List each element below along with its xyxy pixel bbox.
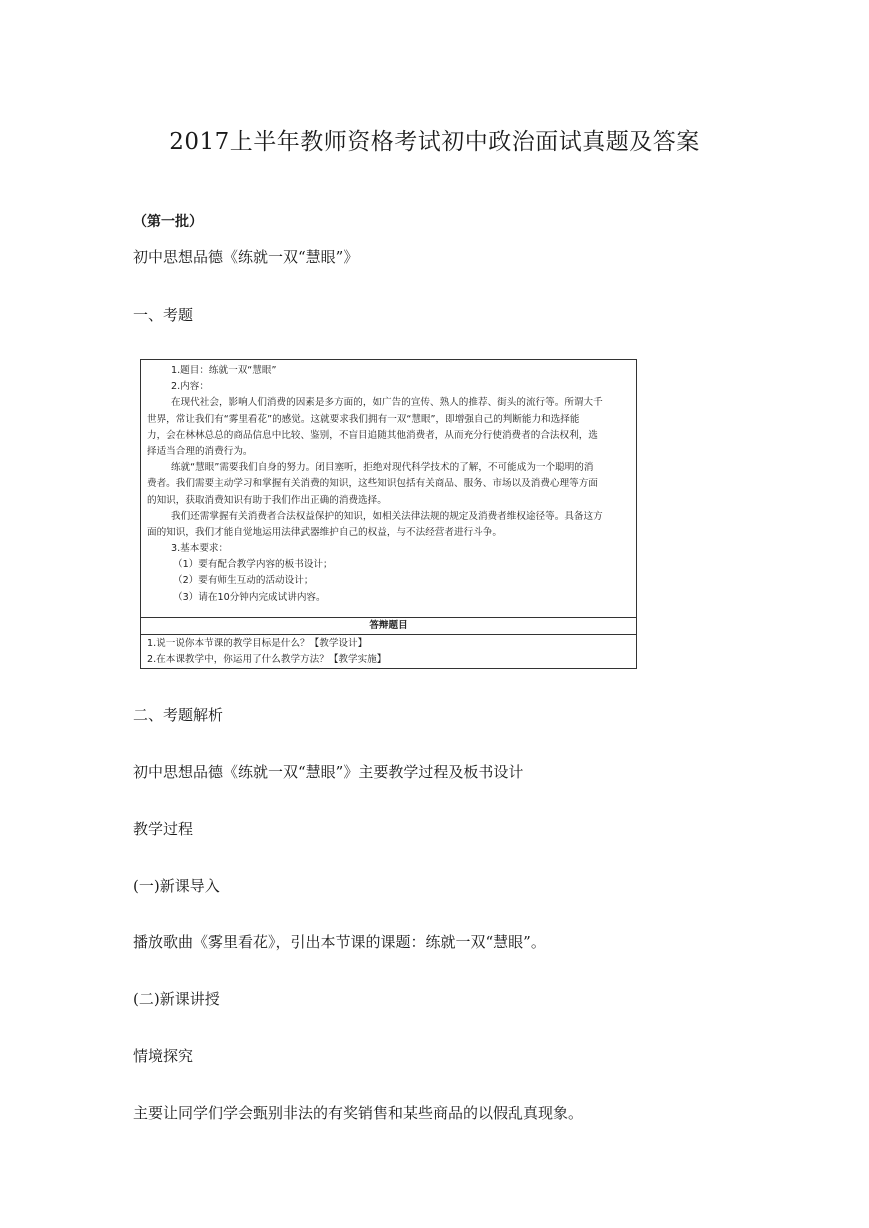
defense-header: 答辩题目 bbox=[369, 620, 408, 631]
analysis-line: 初中思想品德《练就一双“慧眼”》主要教学过程及板书设计 bbox=[133, 763, 524, 781]
step-intro-text: 播放歌曲《雾里看花》，引出本节课的课题：练就一双“慧眼”。 bbox=[133, 933, 546, 951]
exam-line: 的知识，获取消费知识有助于我们作出正确的消费选择。 bbox=[147, 494, 387, 506]
scenario-heading: 情境探究 bbox=[133, 1047, 194, 1065]
exam-question-image bbox=[140, 359, 637, 669]
exam-line: （2）要有师生互动的活动设计； bbox=[173, 575, 314, 587]
document-title: 2017上半年教师资格考试初中政治面试真题及答案 bbox=[169, 129, 700, 155]
exam-line: 2.内容： bbox=[171, 381, 209, 393]
subject-line: 初中思想品德《练就一双“慧眼”》 bbox=[133, 248, 359, 266]
process-heading: 教学过程 bbox=[133, 820, 194, 838]
batch-label: （第一批） bbox=[133, 214, 203, 230]
exam-line: 练就“慧眼”需要我们自身的努力。闭目塞听，拒绝对现代科学技术的了解，不可能成为一个聪明的消 bbox=[171, 462, 594, 474]
exam-content bbox=[147, 363, 630, 615]
exam-line: 1.题目：练就一双“慧眼” bbox=[171, 365, 277, 376]
exam-line: 费者。我们需要主动学习和掌握有关消费的知识，这些知识包括有关商品、服务、市场以及消费心理等方面 bbox=[147, 478, 598, 490]
exam-line: 3.基本要求： bbox=[171, 543, 229, 555]
exam-divider bbox=[141, 634, 636, 635]
section-heading-exam: 一、考题 bbox=[133, 306, 194, 324]
exam-line: （1）要有配合教学内容的板书设计； bbox=[173, 559, 333, 571]
exam-line: 我们还需掌握有关消费者合法权益保护的知识，如相关法律法规的规定及消费者维权途径等。具备这方 bbox=[171, 510, 603, 522]
exam-line: 择适当合理的消费行为。 bbox=[147, 445, 253, 457]
step-lecture-heading: (二)新课讲授 bbox=[133, 990, 220, 1008]
section-heading-analysis: 二、考题解析 bbox=[133, 706, 224, 724]
exam-line: 力，会在林林总总的商品信息中比较、鉴别，不盲目追随其他消费者，从而充分行使消费者的合法权利，选 bbox=[147, 429, 598, 441]
exam-line: 世界，常让我们有“雾里看花”的感觉。这就要求我们拥有一双“慧眼”，即增强自己的判断能力和选择能 bbox=[147, 413, 580, 425]
exam-line: （3）请在10分钟内完成试讲内容。 bbox=[173, 591, 326, 603]
exam-line: 在现代社会，影响人们消费的因素是多方面的，如广告的宣传、熟人的推荐、街头的流行等。所谓大千 bbox=[171, 397, 603, 409]
step-intro-heading: (一)新课导入 bbox=[133, 877, 220, 895]
defense-question: 1.说一说你本节课的教学目标是什么？【教学设计】 bbox=[147, 638, 368, 649]
scenario-text: 主要让同学们学会甄别非法的有奖销售和某些商品的以假乱真现象。 bbox=[133, 1104, 584, 1122]
defense-question: 2.在本课教学中，你运用了什么教学方法？【教学实施】 bbox=[147, 654, 387, 665]
exam-line: 面的知识，我们才能自觉地运用法律武器维护自己的权益，与不法经营者进行斗争。 bbox=[147, 526, 502, 538]
